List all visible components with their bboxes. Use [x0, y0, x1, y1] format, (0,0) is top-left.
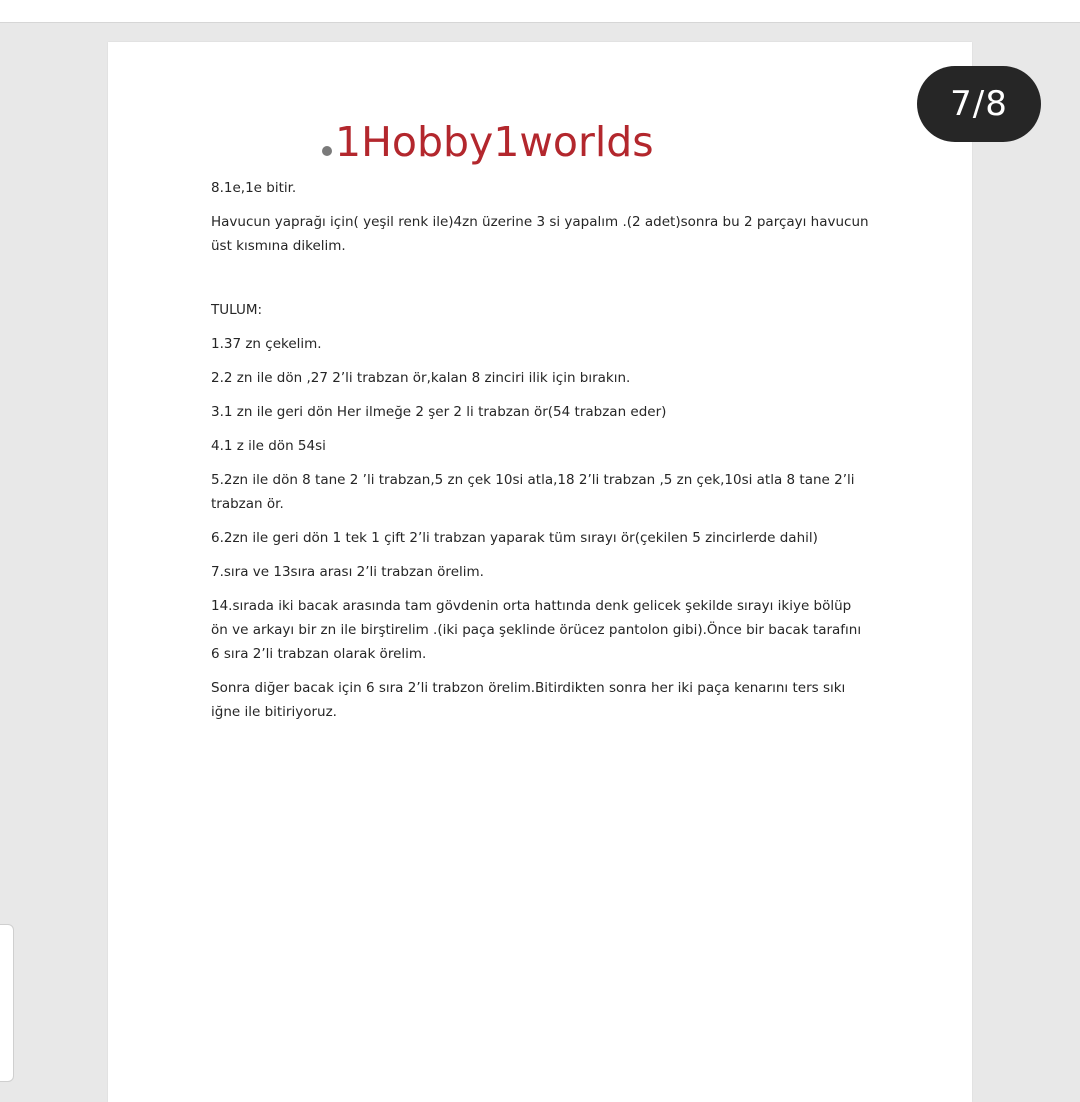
logo — [322, 118, 654, 166]
final-paragraph: Sonra diğer bacak için 6 sıra 2’li trabzon örelim.Bitirdikten sonra her iki paça kenarını ters sıkı iğne ile bitiriyoruz. — [211, 680, 846, 720]
step-1: 1.37 zn çekelim. — [211, 336, 322, 352]
step-5: 5.2zn ile dön 8 tane 2 ’li trabzan,5 zn çek 10si atla,18 2’li trabzan ,5 zn çek,10si atla 8 tane 2’li trabzan ör. — [211, 472, 855, 512]
paragraph-row-8: 8.1e,1e bitir. — [211, 180, 297, 196]
step-7: 7.sıra ve 13sıra arası 2’li trabzan örelim. — [211, 564, 484, 580]
paragraph-carrot-leaf: Havucun yaprağı için( yeşil renk ile)4zn üzerine 3 si yapalım .(2 adet)sonra bu 2 parçayı havucun üst kısmına dikelim. — [211, 214, 869, 254]
step-14: 14.sırada iki bacak arasında tam gövdenin orta hattında denk gelicek şekilde sırayı ikiye bölüp ön ve arkayı bir zn ile birştirelim .(iki paça şeklinde örücez pantolon gibi).Önce bir bacak tarafını 6 sıra 2’li trabzan olarak örelim. — [211, 598, 862, 662]
slide-counter-badge — [917, 66, 1041, 142]
logo-text: 1Hobby1worlds — [335, 118, 654, 166]
slide-counter-text: 7/8 — [950, 84, 1008, 124]
step-4: 4.1 z ile dön 54si — [211, 438, 326, 454]
previous-slide-edge[interactable] — [0, 924, 14, 1082]
step-3: 3.1 zn ile geri dön Her ilmeğe 2 şer 2 li trabzan ör(54 trabzan eder) — [211, 404, 667, 420]
logo-dot-icon — [322, 146, 332, 156]
section-heading: TULUM: — [211, 302, 263, 318]
document-body — [211, 176, 871, 734]
step-2: 2.2 zn ile dön ,27 2’li trabzan ör,kalan 8 zinciri ilik için bırakın. — [211, 370, 631, 386]
step-6: 6.2zn ile geri dön 1 tek 1 çift 2’li trabzan yaparak tüm sırayı ör(çekilen 5 zincirlerde dahil) — [211, 530, 818, 546]
top-bar — [0, 0, 1080, 23]
